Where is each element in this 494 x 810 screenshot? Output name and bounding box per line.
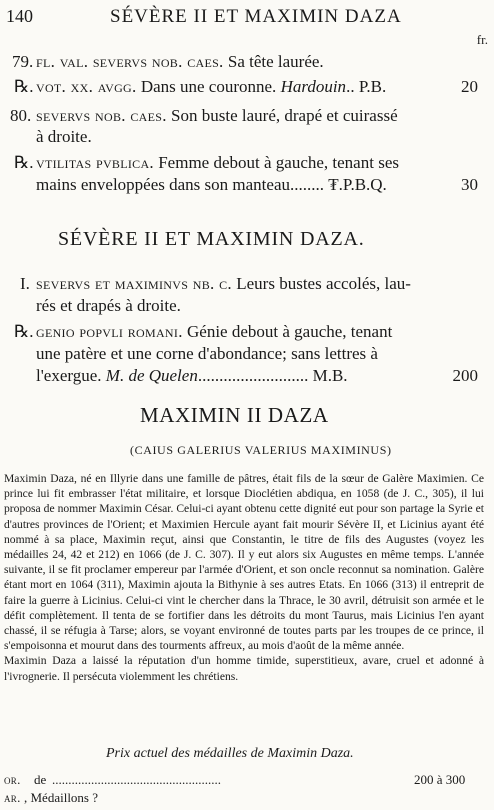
entry-text [36,274,411,294]
legend: vtilitas pvblica. [36,153,154,172]
section-title: MAXIMIN II DAZA [140,403,329,427]
reverse-symbol: ℞. [14,77,34,96]
source: Hardouin [280,77,347,96]
legend: vot. xx. avgg. [36,77,137,96]
legend: severvs et maximinvs nb. c. [36,274,232,293]
entry-text-line2: à droite. [36,127,92,146]
reverse-symbol: ℞. [14,153,34,172]
description: Sa tête laurée. [223,52,324,71]
price: 30 [461,175,478,194]
entry-text [36,52,324,72]
rarity: .......................... M.B. [197,366,348,385]
bio-paragraph: Maximin Daza a laissé la réputation d'un homme timide, superstitieux, avare, cruel et adonné à l'ivrognerie. Il persécuta violemment les chrétiens. [4,654,484,683]
source: M. de Quelen [105,366,198,385]
entry-text [36,106,398,126]
section-subtitle: (CAIUS GALERIUS VALERIUS MAXIMINUS) [130,443,392,457]
price-value: 200 à 300 [414,772,466,787]
entry-text [36,153,399,173]
legend: severvs nob. caes. [36,106,167,125]
description: Leurs bustes accolés, lau- [232,274,411,293]
price-label: de [34,772,47,787]
leader-dots: .................................................... [52,772,221,787]
price-list-title: Prix actuel des médailles de Maximin Daza. [106,746,354,761]
entry-text-line2: une patère et une corne d'abondance; sans lettres à [36,344,378,363]
description: Dans une couronne. [136,77,281,96]
entry-text-line2: rés et drapés à droite. [36,296,181,315]
legend: genio popvli romani. [36,322,183,341]
legend: fl. val. severvs nob. caes. [36,52,224,71]
price: 200 [452,366,478,385]
price-label: , Médaillons ? [24,790,99,805]
price: 20 [461,77,478,96]
entry-number: I. [20,274,30,293]
entry-number: 79. [12,52,34,71]
entry-text-line3 [36,366,348,386]
description: Femme debout à gauche, tenant ses [153,153,399,172]
entry-number: 80. [10,106,32,125]
metal: ar. [4,790,21,805]
running-title: SÉVÈRE II ET MAXIMIN DAZA [110,6,402,27]
description: Génie debout à gauche, tenant [182,322,393,341]
bio-paragraph: Maximin Daza, né en Illyrie dans une famille de pâtres, était fils de la sœur de Galère Maximien. Ce prince lui fit embrasser l'état militaire, et lorsque Dioclétien abdiqua, en 1058 (de J. C., 305), il lui proposa de nommer Maximin César. Celui-ci ayant obtenu cette dignité eut pour son partage la Syrie et d'autres provinces de l'Orient; et Maximien Hercule ayant fait mourir Sévère II, et Licinius ayant été nommé à sa place, Maximin reçut, ainsi que Constantin, le titre de fils des Augustes (voyez les médailles 24, 42 et 212) en 1066 (de J. C. 307). Il y eut alors six Augustes en même temps. L'année suivante, il se fit proclamer empereur par l'armée d'Orient, et son oncle reconnut sa nomination. Galère étant mort en 1064 (311), Maximin ajouta la Bithynie à ses autres Etats. En 1066 (313) il entreprit de faire la guerre à Licinius. Celui-ci vint le chercher dans la Thrace, le 30 avril, détruisit son armée et le défit complètement. Il tenta de se fortifier dans les détroits du mont Taurus, mais Licinius l'en ayant chassé, il se réfugia à Tarse; alors, se voyant environné de toutes parts par les troupes de ce prince, il s'empoisonna et mourut dans des tourments affreux, au mois d'août de la même année. [4,472,484,653]
entry-text [36,322,392,342]
section-title: SÉVÈRE II ET MAXIMIN DAZA. [58,228,365,250]
metal: or. [4,772,21,787]
page-number: 140 [6,6,33,26]
entry-text-line2: mains enveloppées dans son manteau........ ₮.P.B.Q. [36,175,387,194]
column-unit: fr. [476,32,488,47]
running-header [6,6,486,28]
description: Son buste lauré, drapé et cuirassé [166,106,398,125]
entry-text [36,77,386,97]
reverse-symbol: ℞. [14,322,34,341]
biography [4,471,484,684]
rarity: .. P.B. [346,77,387,96]
exergue-label: l'exergue. [36,366,106,385]
